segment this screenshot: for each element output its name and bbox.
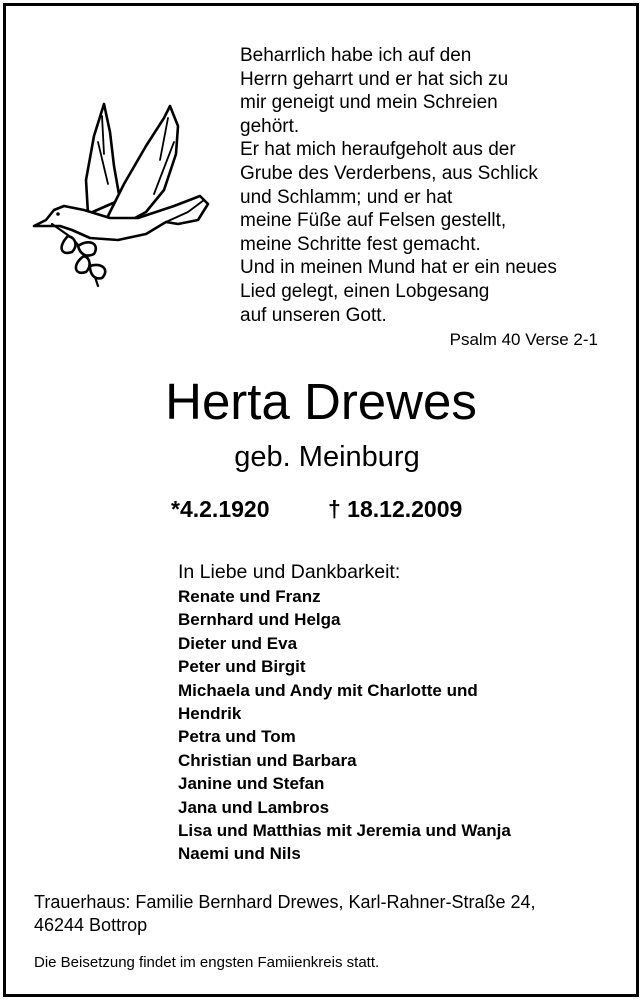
mourning-house-address [34, 891, 624, 937]
list-item: Peter und Birgit [178, 657, 306, 677]
list-item: Petra und Tom [178, 727, 296, 747]
verse-line: Herrn geharrt und er hat sich zu [240, 68, 509, 90]
list-item: Michaela und Andy mit Charlotte und [178, 680, 478, 700]
deceased-name: Herta Drewes [165, 373, 477, 430]
verse-line: und Schlamm; und er hat [240, 186, 453, 208]
maiden-name: geb. Meinburg [234, 441, 420, 473]
verse-line: mir geneigt und mein Schreien [240, 92, 498, 114]
verse-line: Und in meinen Mund hat er ein neues [240, 257, 557, 279]
funeral-note: Die Beisetzung findet im engsten Famiienkreis statt. [34, 954, 380, 971]
verse-line: meine Schritte fest gemacht. [240, 233, 481, 255]
list-item: Hendrik [178, 704, 242, 724]
list-item: Jana und Lambros [178, 797, 330, 817]
list-item: Lisa und Matthias mit Jeremia und Wanja [178, 821, 511, 841]
verse-line: Lied gelegt, einen Lobgesang [240, 280, 490, 302]
obituary-notice [3, 3, 639, 997]
dove-icon [28, 96, 210, 291]
death-date: † 18.12.2009 [328, 496, 463, 522]
list-item: Christian und Barbara [178, 750, 357, 770]
list-item: Bernhard und Helga [178, 610, 341, 630]
list-item: Renate und Franz [178, 587, 321, 606]
psalm-verse [240, 44, 620, 327]
address-line: 46244 Bottrop [34, 915, 148, 935]
verse-line: auf unseren Gott. [240, 304, 387, 326]
verse-line: gehört. [240, 115, 300, 137]
verse-line: Beharrlich habe ich auf den [240, 45, 472, 66]
verse-line: Grube des Verderbens, aus Schlick [240, 162, 538, 184]
verse-line: Er hat mich heraufgeholt aus der [240, 139, 516, 161]
mourners-intro: In Liebe und Dankbarkeit: [178, 561, 401, 583]
address-line: Trauerhaus: Familie Bernhard Drewes, Karl-Rahner-Straße 24, [34, 892, 536, 912]
mourners-list [178, 585, 618, 866]
birth-date: *4.2.1920 [171, 496, 270, 522]
list-item: Naemi und Nils [178, 844, 301, 864]
list-item: Dieter und Eva [178, 633, 298, 653]
list-item: Janine und Stefan [178, 774, 325, 794]
psalm-reference: Psalm 40 Verse 2-1 [449, 330, 598, 349]
verse-line: meine Füße auf Felsen gestellt, [240, 210, 507, 232]
